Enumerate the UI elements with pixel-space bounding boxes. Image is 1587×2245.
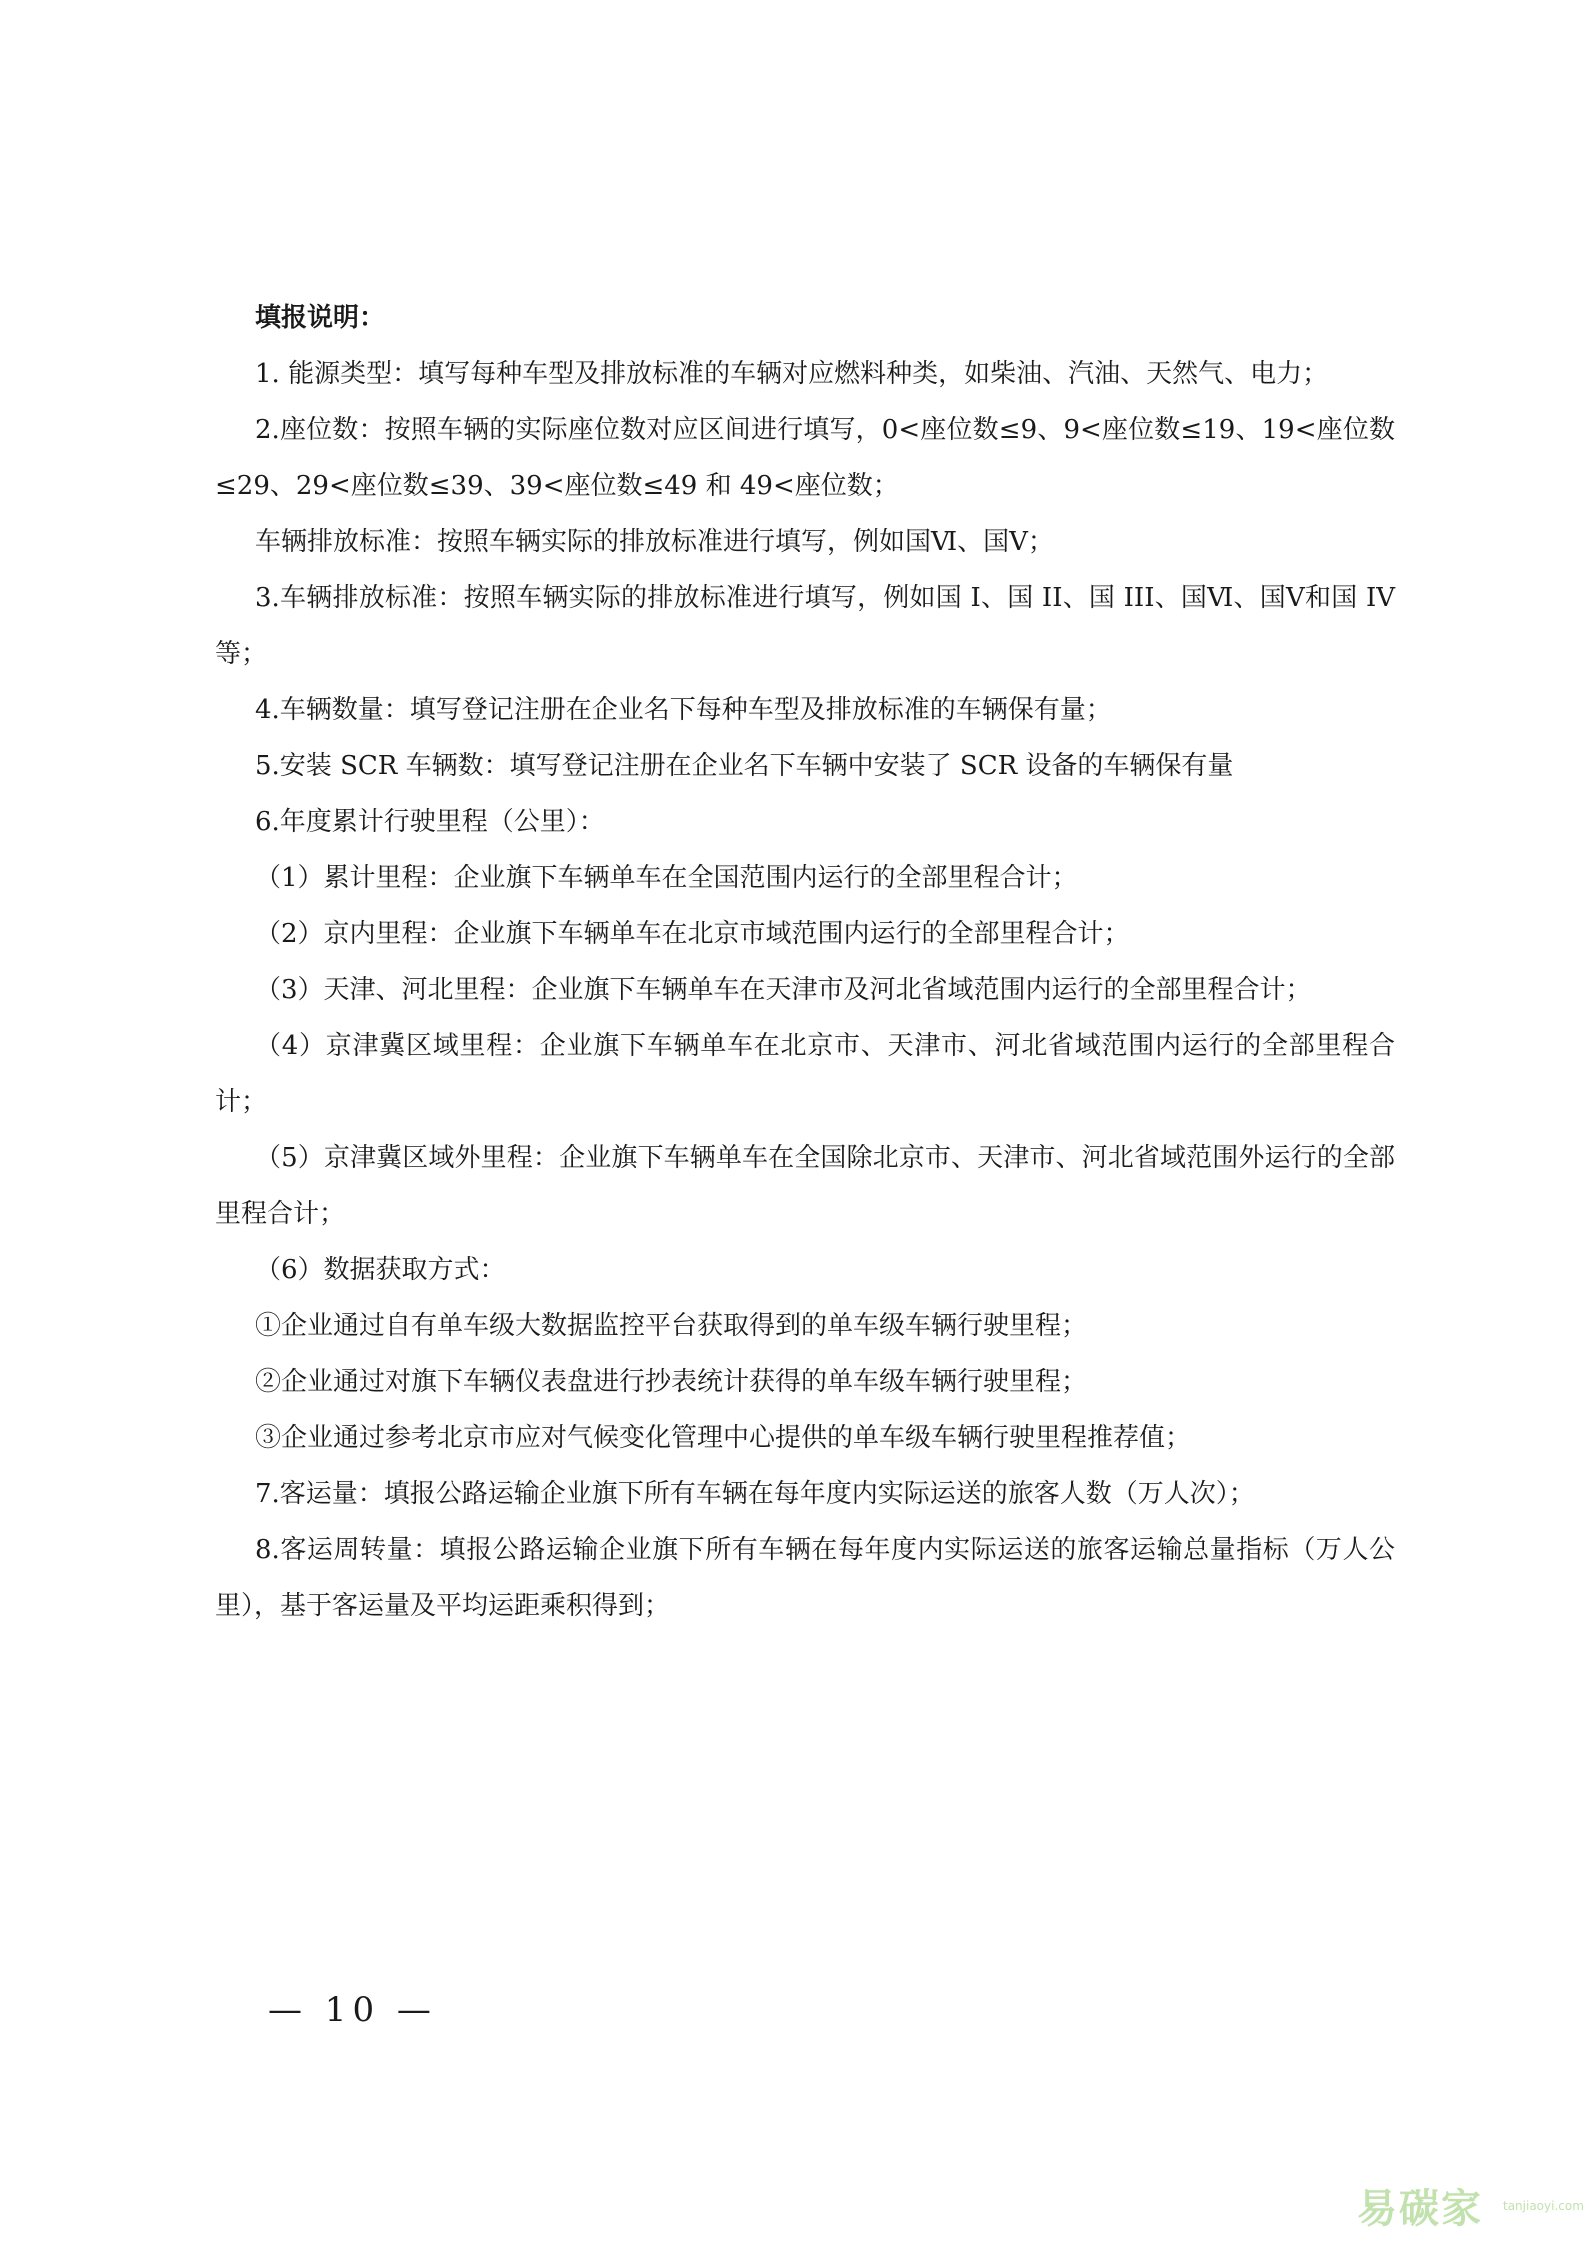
paragraph-source-dashboard: ②企业通过对旗下车辆仪表盘进行抄表统计获得的单车级车辆行驶里程；	[255, 1367, 1088, 1397]
paragraph-scr-vehicles: 5.安装 SCR 车辆数：填写登记注册在企业名下车辆中安装了 SCR 设备的车辆保有量	[255, 751, 1234, 781]
paragraph-source-platform: ①企业通过自有单车级大数据监控平台获取得到的单车级车辆行驶里程；	[255, 1311, 1088, 1341]
paragraph-energy-type: 1. 能源类型：填写每种车型及排放标准的车辆对应燃料种类，如柴油、汽油、天然气、电力；	[255, 359, 1329, 389]
watermark-url: tanjiaoyi.com	[1503, 2199, 1584, 2213]
paragraph-emission-standard-note: 车辆排放标准：按照车辆实际的排放标准进行填写，例如国Ⅵ、国Ⅴ；	[255, 527, 1054, 557]
paragraph-passenger-volume: 7.客运量：填报公路运输企业旗下所有车辆在每年度内实际运送的旅客人数（万人次）；	[255, 1479, 1255, 1509]
paragraph-emission-standard: 3.车辆排放标准：按照车辆实际的排放标准进行填写，例如国 I、国 II、国 III、国Ⅵ、国Ⅴ和国 IV 等；	[215, 583, 1395, 669]
watermark-text: 易碳家	[1357, 2186, 1483, 2232]
page-number: — 10 —	[268, 1990, 437, 2030]
paragraph-tianjin-hebei-mileage: （3）天津、河北里程：企业旗下车辆单车在天津市及河北省域范围内运行的全部里程合计；	[255, 975, 1312, 1005]
paragraph-total-mileage: （1）累计里程：企业旗下车辆单车在全国范围内运行的全部里程合计；	[255, 863, 1078, 893]
paragraph-outside-jjj-mileage: （5）京津冀区域外里程：企业旗下车辆单车在全国除北京市、天津市、河北省域范围外运行的全部里程合计；	[215, 1143, 1395, 1229]
instructions-section	[215, 290, 1395, 1634]
paragraph-data-source: （6）数据获取方式：	[255, 1255, 506, 1285]
paragraph-vehicle-count: 4.车辆数量：填写登记注册在企业名下每种车型及排放标准的车辆保有量；	[255, 695, 1112, 725]
paragraph-seat-count: 2.座位数：按照车辆的实际座位数对应区间进行填写，0<座位数≤9、9<座位数≤19、19<座位数≤29、29<座位数≤39、39<座位数≤49 和 49<座位数；	[215, 415, 1395, 501]
paragraph-jjj-region-mileage: （4）京津冀区域里程：企业旗下车辆单车在北京市、天津市、河北省域范围内运行的全部里程合计；	[215, 1031, 1395, 1117]
paragraph-passenger-turnover: 8.客运周转量：填报公路运输企业旗下所有车辆在每年度内实际运送的旅客运输总量指标（万人公里），基于客运量及平均运距乘积得到；	[215, 1535, 1395, 1621]
paragraph-annual-mileage: 6.年度累计行驶里程（公里）：	[255, 807, 605, 837]
paragraph-beijing-mileage: （2）京内里程：企业旗下车辆单车在北京市域范围内运行的全部里程合计；	[255, 919, 1130, 949]
watermark-logo	[1357, 2173, 1584, 2233]
section-heading: 填报说明：	[255, 303, 386, 333]
paragraph-source-recommended: ③企业通过参考北京市应对气候变化管理中心提供的单车级车辆行驶里程推荐值；	[255, 1423, 1192, 1453]
